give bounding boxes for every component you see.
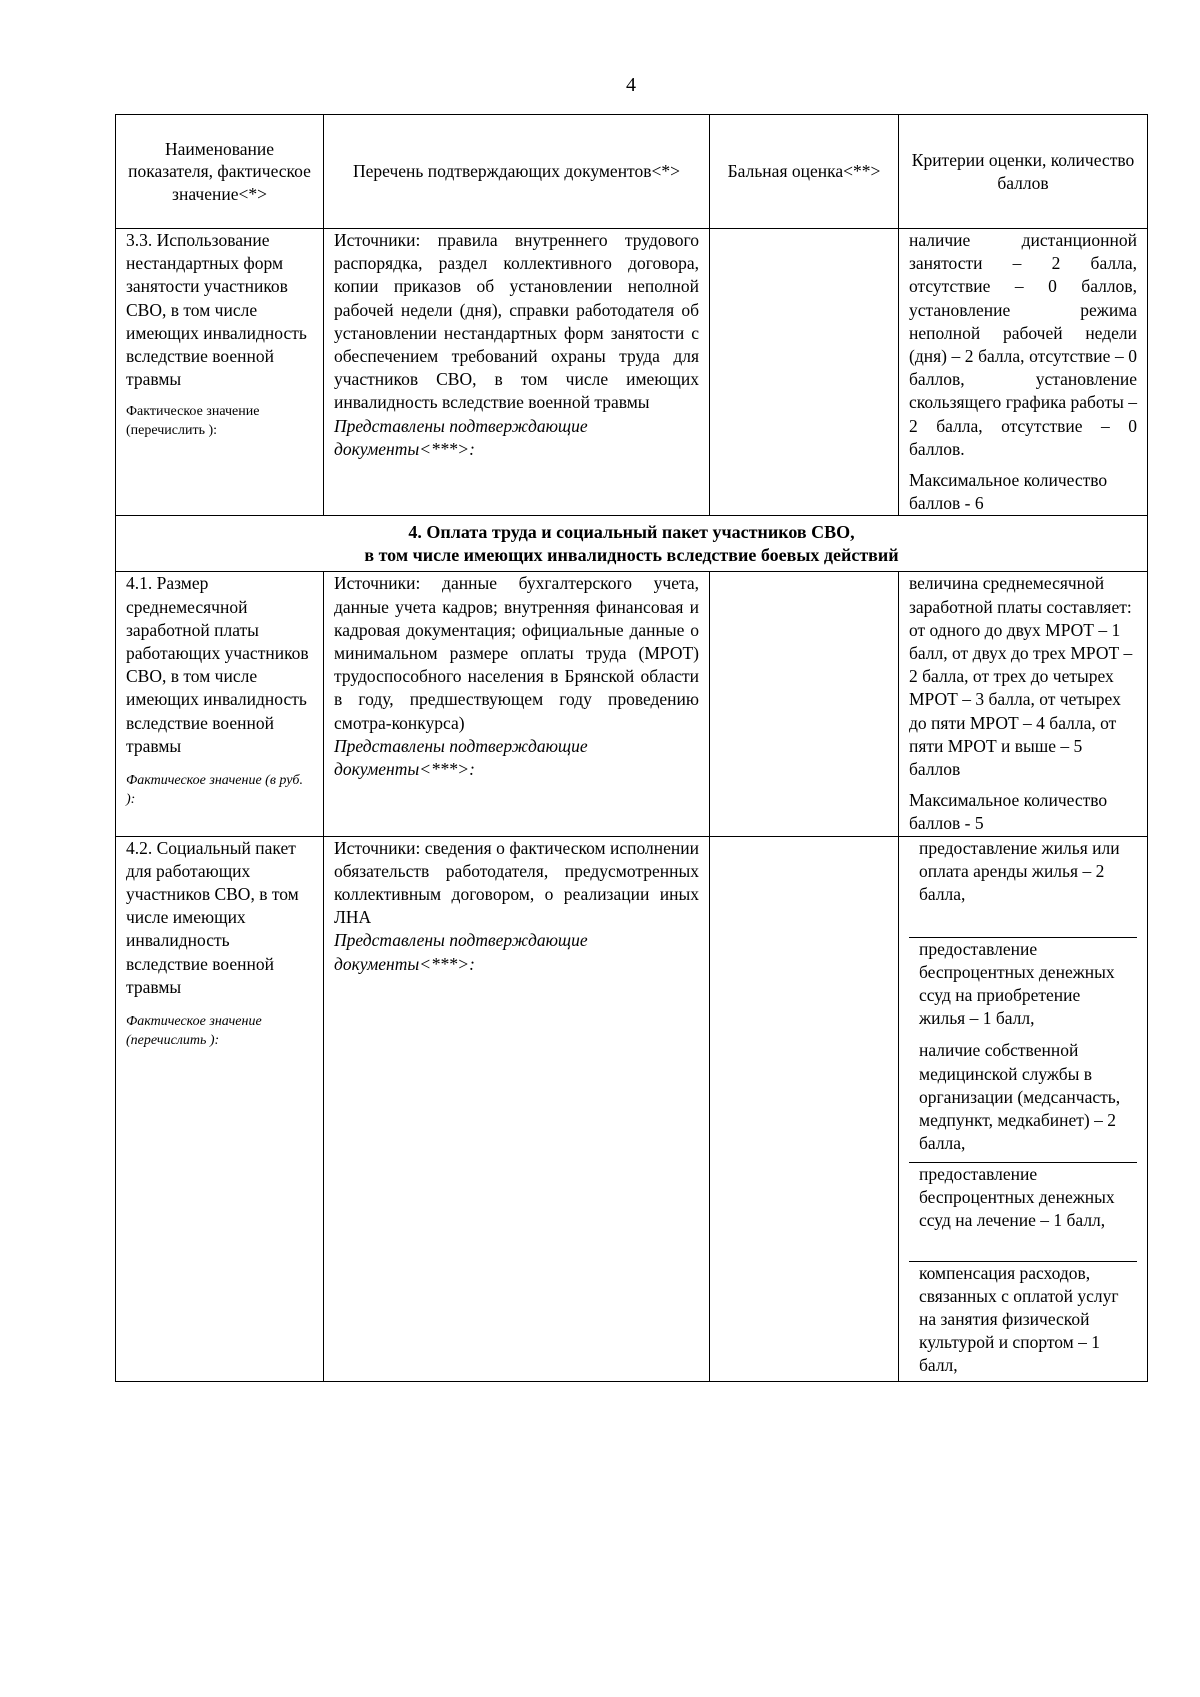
score-cell[interactable] xyxy=(710,836,899,1381)
criteria-item: наличие собственной медицинской службы в организации (медсанчасть, медпункт, медкабинет) – 2 балла, xyxy=(919,1040,1121,1154)
fact-value-label: Фактическое значение (перечислить ): xyxy=(126,404,260,439)
criteria-item: компенсация расходов, связанных с оплатой услуг на занятия физической культурой и спортом – 1 балл, xyxy=(909,1261,1137,1381)
documents-cell xyxy=(324,836,710,1381)
indicator-cell xyxy=(116,229,324,516)
indicator-text: 3.3. Использование нестандартных форм занятости участников СВО, в том числе имеющих инвалидность вследствие военной травмы xyxy=(126,230,307,390)
criteria-table xyxy=(115,114,1148,1382)
max-score: Максимальное количество баллов - 6 xyxy=(909,470,1108,514)
score-cell[interactable] xyxy=(710,572,899,836)
criteria-item: предоставление жилья или оплата аренды жилья – 2 балла, xyxy=(919,837,1120,905)
header-score: Бальная оценка<**> xyxy=(710,115,899,229)
documents-cell xyxy=(324,229,710,516)
header-criteria: Критерии оценки, количество баллов xyxy=(899,115,1148,229)
header-indicator: Наименование показателя, фактическое значение<*> xyxy=(116,115,324,229)
section-heading-line-1: 4. Оплата труда и социальный пакет участников СВО, xyxy=(408,522,855,543)
fact-value-label: Фактическое значение (в руб. ): xyxy=(126,773,303,807)
criteria-cell xyxy=(899,572,1148,836)
section-heading-line-2: в том числе имеющих инвалидность вследствие боевых действий xyxy=(364,545,899,566)
table-row xyxy=(116,572,1148,836)
section-heading xyxy=(116,516,1148,572)
criteria-item: предоставление беспроцентных денежных ссуд на лечение – 1 балл, xyxy=(909,1162,1137,1261)
documents-text: Источники: правила внутреннего трудового распорядка, раздел коллективного договора, копии приказов об установлении неполной рабочей недели (дня), справки работодателя об установлении нестандартных форм занятости с обеспечением требований охраны труда для участников СВО, в том числе имеющих инвалидность вследствие военной травмы xyxy=(334,230,699,413)
max-score: Максимальное количество баллов - 5 xyxy=(909,790,1108,834)
criteria-text: наличие дистанционной занятости – 2 балла, отсутствие – 0 баллов, установление режима неполной рабочей недели (дня) – 2 балла, отсутствие – 0 баллов, установление скользящего графика работы – 2 балла, отсутствие – 0 баллов. xyxy=(909,230,1137,459)
table-row xyxy=(116,836,1148,1381)
indicator-text: 4.2. Социальный пакет для работающих участников СВО, в том числе имеющих инвалидность вследствие военной травмы xyxy=(126,837,299,997)
criteria-item: предоставление беспроцентных денежных ссуд на приобретение жилья – 1 балл, xyxy=(909,937,1137,1034)
table-header-row xyxy=(116,115,1148,229)
documents-text: Источники: данные бухгалтерского учета, данные учета кадров; внутренняя финансовая и кадровая документация; официальные данные о минимальном размере оплаты труда (МРОТ) трудоспособного населения в Брянской области в году, предшествующем году проведению смотра-конкурса) xyxy=(334,573,699,733)
header-documents: Перечень подтверждающих документов<*> xyxy=(324,115,710,229)
score-cell[interactable] xyxy=(710,229,899,516)
section-heading-row xyxy=(116,516,1148,572)
confirm-text: Представлены подтверждающие документы<***>: xyxy=(334,415,588,459)
confirm-text: Представлены подтверждающие документы<***>: xyxy=(334,930,588,974)
table-row xyxy=(116,229,1148,516)
documents-cell xyxy=(324,572,710,836)
page-number: 4 xyxy=(626,74,636,96)
indicator-text: 4.1. Размер среднемесячной заработной платы работающих участников СВО, в том числе имеющих инвалидность вследствие военной травмы xyxy=(126,573,309,756)
indicator-cell xyxy=(116,836,324,1381)
indicator-cell xyxy=(116,572,324,836)
criteria-cell xyxy=(899,229,1148,516)
criteria-text: величина среднемесячной заработной платы составляет: от одного до двух МРОТ – 1 балл, от двух до трех МРОТ – 2 балла, от трех до четырех МРОТ – 3 балла, от четырех до пяти МРОТ – 4 балла, от пяти МРОТ и выше – 5 баллов xyxy=(909,573,1133,780)
fact-value-label: Фактическое значение (перечислить ): xyxy=(126,1014,262,1048)
documents-text: Источники: сведения о фактическом исполнении обязательств работодателя, предусмотренных коллективным договором, о реализации иных ЛНА xyxy=(334,837,699,928)
criteria-cell xyxy=(899,836,1148,1381)
confirm-text: Представлены подтверждающие документы<***>: xyxy=(334,735,588,780)
